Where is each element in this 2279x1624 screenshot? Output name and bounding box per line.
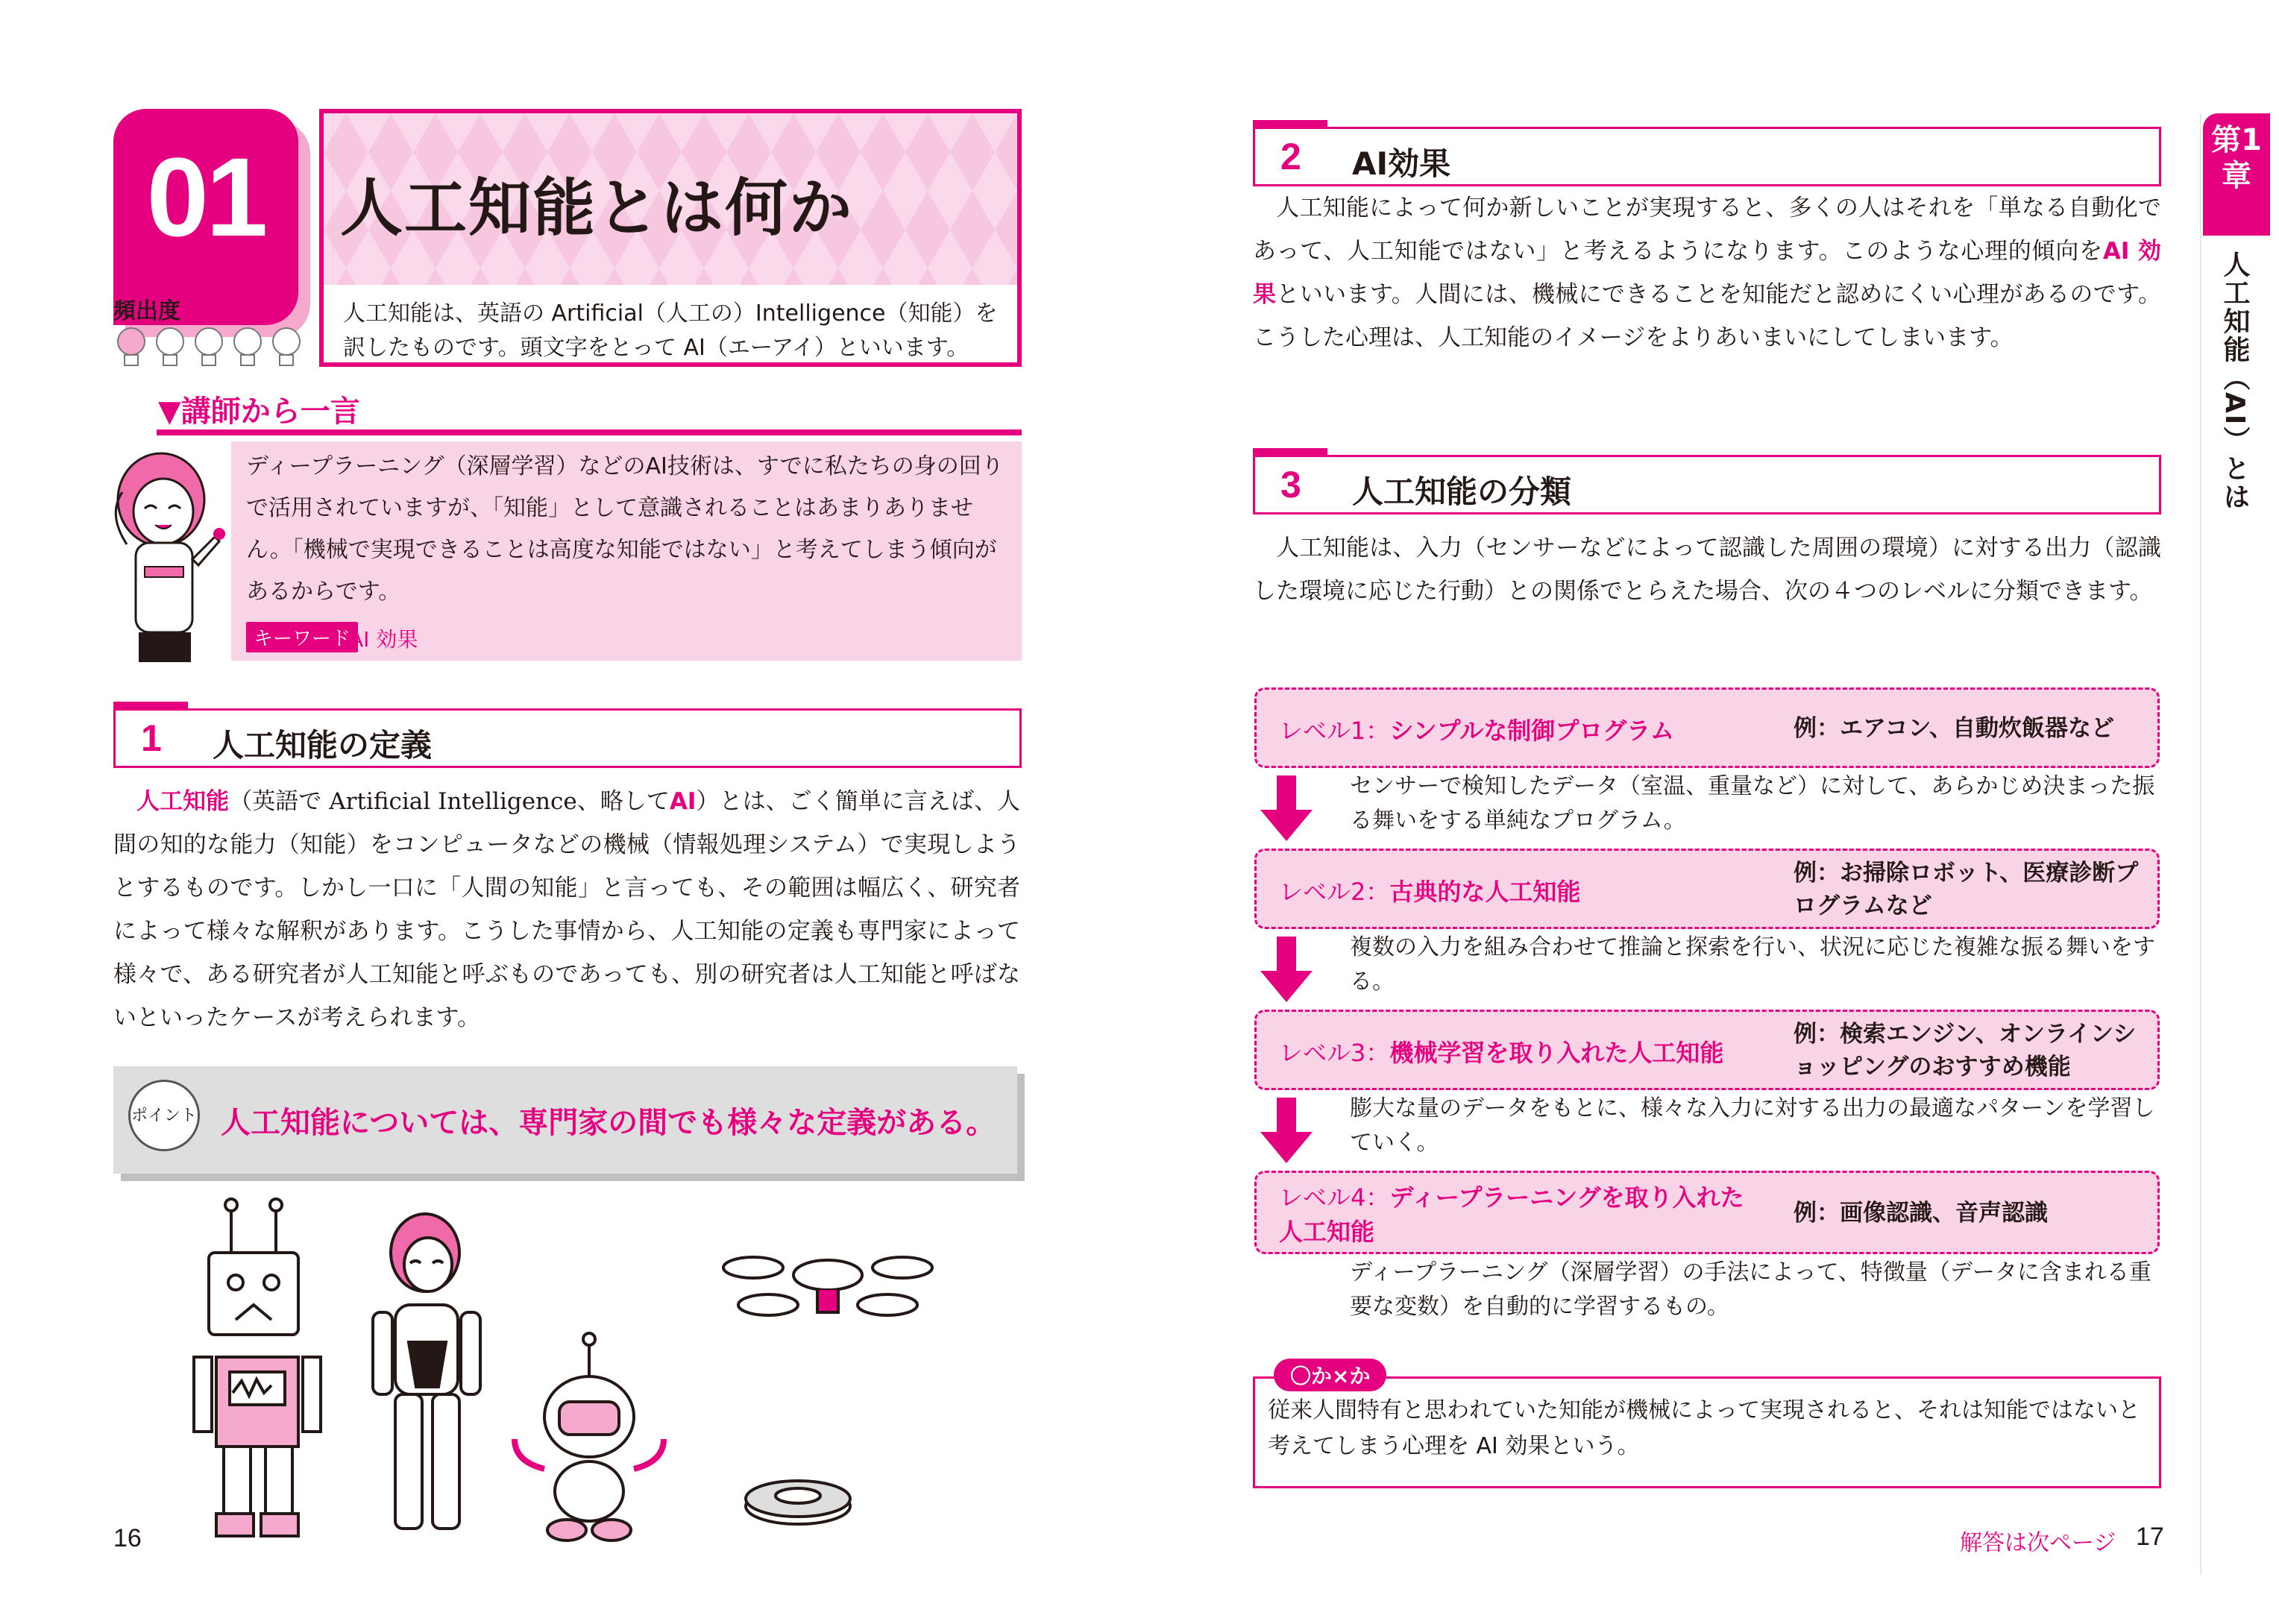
round-robot bbox=[515, 1333, 664, 1540]
section-tab bbox=[113, 702, 188, 711]
level-description: ディープラーニング（深層学習）の手法によって、特徴量（データに含まれる重要な変数）を自動的に学習するもの。 bbox=[1350, 1259, 2151, 1320]
level-box bbox=[1254, 1171, 2160, 1254]
point-label: ポイント bbox=[128, 1080, 200, 1151]
next-page-note: 解答は次ページ bbox=[1960, 1530, 2116, 1556]
section-3-heading bbox=[1253, 455, 2161, 514]
level-name: シンプルな制御プログラム bbox=[1389, 717, 1674, 745]
down-arrow-icon bbox=[1260, 1098, 1313, 1165]
section-2-number: 2 bbox=[1280, 136, 1301, 177]
point-text: 人工知能については、専門家の間でも様々な定義がある。 bbox=[221, 1106, 996, 1140]
level-example: 例：画像認識、音声認識 bbox=[1794, 1200, 2048, 1227]
section-2-text-b: といいます。人間には、機械にできることを知能だと認めにくい心理があるのです。こうした心理は、人工知能のイメージをよりあいまいにしてしまいます。 bbox=[1253, 281, 2161, 351]
page-number-left: 16 bbox=[113, 1524, 142, 1552]
robots-illustration bbox=[172, 1193, 940, 1543]
page-number-right: 17 bbox=[2136, 1523, 2164, 1551]
level-name: ディープラーニングを取り入れた人工知能 bbox=[1279, 1183, 1744, 1246]
bulb-unlit-icon bbox=[195, 328, 222, 365]
level-number: レベル4： bbox=[1279, 1183, 1390, 1212]
level-description: センサーで検知したデータ（室温、重量など）に対して、あらかじめ決まった振る舞いをする単純なプログラム。 bbox=[1350, 773, 2155, 834]
section-2-heading bbox=[1253, 127, 2161, 186]
frequency-label: 頻出度 bbox=[113, 298, 180, 324]
level-description: 複数の入力を組み合わせて推論と探索を行い、状況に応じた複雑な振る舞いをする。 bbox=[1350, 934, 2155, 995]
chapter-divider bbox=[2200, 113, 2201, 1575]
section-3-body bbox=[1253, 526, 2161, 613]
bulb-unlit-icon bbox=[234, 328, 261, 365]
term-ai-effect: AI 効果 bbox=[1253, 238, 2161, 308]
section-3-title: 人工知能の分類 bbox=[1352, 473, 1572, 510]
section-tab bbox=[1253, 120, 1327, 129]
lecturer-text: ディープラーニング（深層学習）などのAI技術は、すでに私たちの身の回りで活用されていますが、「知能」として意識されることはあまりありません。「機械で実現できることは高度な知能ではない」と考えてしまう傾向があるからです。 bbox=[246, 453, 1004, 605]
level-label bbox=[1279, 1034, 1723, 1068]
level-number: レベル2： bbox=[1279, 878, 1390, 906]
level-label bbox=[1279, 712, 1674, 746]
down-arrow-icon bbox=[1260, 937, 1313, 1004]
section-1-text-a: （英語で Artificial Intelligence、略して bbox=[229, 788, 670, 815]
quiz-text: 従来人間特有と思われていた知能が機械によって実現されると、それは知能ではないと考えてしまう心理を AI 効果という。 bbox=[1268, 1397, 2140, 1459]
term-ai-abbrev: AI bbox=[669, 788, 697, 815]
level-example: 例：エアコン、自動炊飯器など bbox=[1794, 715, 2114, 742]
level-name: 古典的な人工知能 bbox=[1389, 878, 1581, 906]
boxy-robot bbox=[194, 1199, 321, 1536]
level-example: 例：検索エンジン、オンラインショッピングのおすすめ機能 bbox=[1794, 1021, 2137, 1080]
section-2-body bbox=[1253, 186, 2161, 359]
chapter-tab: 第1章 bbox=[2203, 113, 2270, 236]
level-description: 膨大な量のデータをもとに、様々な入力に対する出力の最適なパターンを学習していく。 bbox=[1350, 1095, 2155, 1156]
level-label bbox=[1279, 1180, 1756, 1249]
level-box bbox=[1254, 1010, 2160, 1090]
level-box bbox=[1254, 849, 2160, 929]
chapter-title: 人工知能（AI）とは bbox=[2219, 251, 2250, 512]
page-title: 人工知能とは何か bbox=[340, 171, 854, 245]
section-1-heading bbox=[113, 708, 1022, 768]
section-number: 01 bbox=[146, 134, 265, 259]
section-2-title: AI効果 bbox=[1352, 145, 1451, 182]
section-1-number: 1 bbox=[141, 717, 162, 759]
level-number: レベル3： bbox=[1279, 1039, 1390, 1067]
section-1-title: 人工知能の定義 bbox=[213, 727, 433, 764]
drone bbox=[723, 1257, 932, 1315]
teacher-illustration bbox=[92, 447, 234, 664]
bulb-lit-icon bbox=[118, 328, 145, 365]
quiz-badge: 〇か×か bbox=[1274, 1359, 1386, 1391]
keyword-text: AI 効果 bbox=[349, 627, 418, 652]
frequency-bulbs bbox=[112, 324, 306, 371]
lecturer-rule bbox=[157, 429, 1022, 435]
bulb-unlit-icon bbox=[273, 328, 300, 365]
level-name: 機械学習を取り入れた人工知能 bbox=[1389, 1039, 1724, 1067]
keyword-badge: キーワード bbox=[246, 622, 358, 652]
bulb-unlit-icon bbox=[157, 328, 183, 365]
level-label bbox=[1279, 873, 1580, 907]
level-box bbox=[1254, 687, 2160, 768]
android-robot bbox=[373, 1214, 480, 1529]
section-3-number: 3 bbox=[1280, 464, 1301, 506]
down-arrow-icon bbox=[1260, 775, 1313, 843]
lecturer-heading: ▼講師から一言 bbox=[158, 394, 360, 429]
term-ai-highlight: 人工知能 bbox=[136, 788, 230, 815]
title-description: 人工知能は、英語の Artificial（人工の）Intelligence（知能）を訳したものです。頭文字をとって AI（エーアイ）といいます。 bbox=[343, 300, 998, 361]
section-2-text-a: 人工知能によって何か新しいことが実現すると、多くの人はそれを「単なる自動化であって、人工知能ではない」と考えるようになります。このような心理的傾向を bbox=[1253, 195, 2162, 265]
robot-vacuum bbox=[746, 1481, 850, 1524]
level-number: レベル1： bbox=[1279, 717, 1390, 745]
level-example: 例：お掃除ロボット、医療診断プログラムなど bbox=[1794, 860, 2139, 919]
section-1-text-b: ）とは、ごく簡単に言えば、人間の知的な能力（知能）をコンピュータなどの機械（情報処理システム）で実現しようとするものです。しかし一口に「人間の知能」と言っても、その範囲は幅広く、研究者によって様々な解釈があります。こうした事情から、人工知能の定義も専門家によって様々で、ある研究者が人工知能と呼ぶものであっても、別の研究者は人工知能と呼ばないといったケースが考えられます。 bbox=[113, 788, 1021, 1031]
section-1-body bbox=[113, 780, 1020, 1039]
section-3-text: 人工知能は、入力（センサーなどによって認識した周囲の環境）に対する出力（認識した環境に応じた行動）との関係でとらえた場合、次の４つのレベルに分類できます。 bbox=[1253, 535, 2162, 605]
section-tab bbox=[1253, 448, 1327, 457]
